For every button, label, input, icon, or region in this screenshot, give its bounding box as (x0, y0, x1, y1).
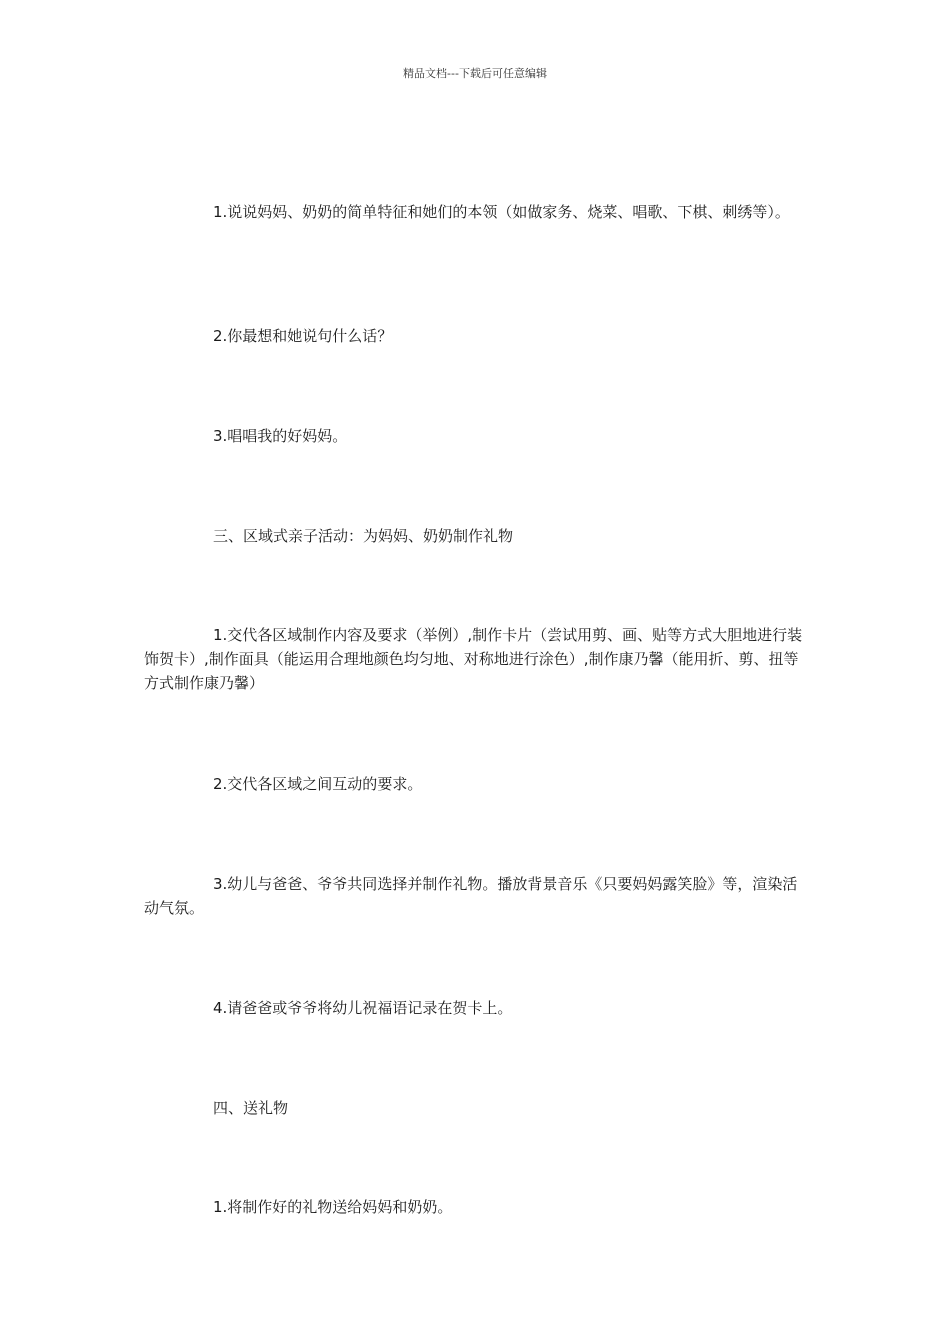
section-heading-3 (144, 524, 812, 548)
paragraph-4-text: 1.交代各区域制作内容及要求（举例）,制作卡片（尝试用剪、画、贴等方式大胆地进行装饰贺卡）,制作面具（能运用合理地颜色均匀地、对称地进行涂色）,制作康乃馨（能用折、剪、扭等方式制作康乃馨） (144, 626, 803, 692)
paragraph-2-text: 2.你最想和她说句什么话？ (213, 327, 393, 345)
paragraph-5-text: 2.交代各区域之间互动的要求。 (213, 775, 423, 793)
page-header: 精品文档---下载后可任意编辑 (403, 67, 547, 80)
paragraph-2 (144, 324, 812, 348)
paragraph-6 (144, 872, 812, 920)
paragraph-4 (144, 623, 812, 695)
paragraph-8 (144, 1195, 812, 1219)
paragraph-7-text: 4.请爸爸或爷爷将幼儿祝福语记录在贺卡上。 (213, 999, 513, 1017)
paragraph-8-text: 1.将制作好的礼物送给妈妈和奶奶。 (213, 1198, 453, 1216)
section-heading-4 (144, 1096, 812, 1120)
paragraph-6-text: 3.幼儿与爸爸、爷爷共同选择并制作礼物。播放背景音乐《只要妈妈露笑脸》等，渲染活动气氛。 (144, 875, 798, 917)
section-heading-4-text: 四、送礼物 (213, 1099, 289, 1117)
section-heading-3-text: 三、区域式亲子活动：为妈妈、奶奶制作礼物 (213, 527, 514, 545)
paragraph-7 (144, 996, 812, 1020)
paragraph-1 (144, 200, 812, 224)
paragraph-5 (144, 772, 812, 796)
paragraph-1-text: 1.说说妈妈、奶奶的简单特征和她们的本领（如做家务、烧菜、唱歌、下棋、刺绣等）。 (213, 203, 790, 221)
paragraph-3-text: 3.唱唱我的好妈妈。 (213, 427, 348, 445)
paragraph-3 (144, 424, 812, 448)
